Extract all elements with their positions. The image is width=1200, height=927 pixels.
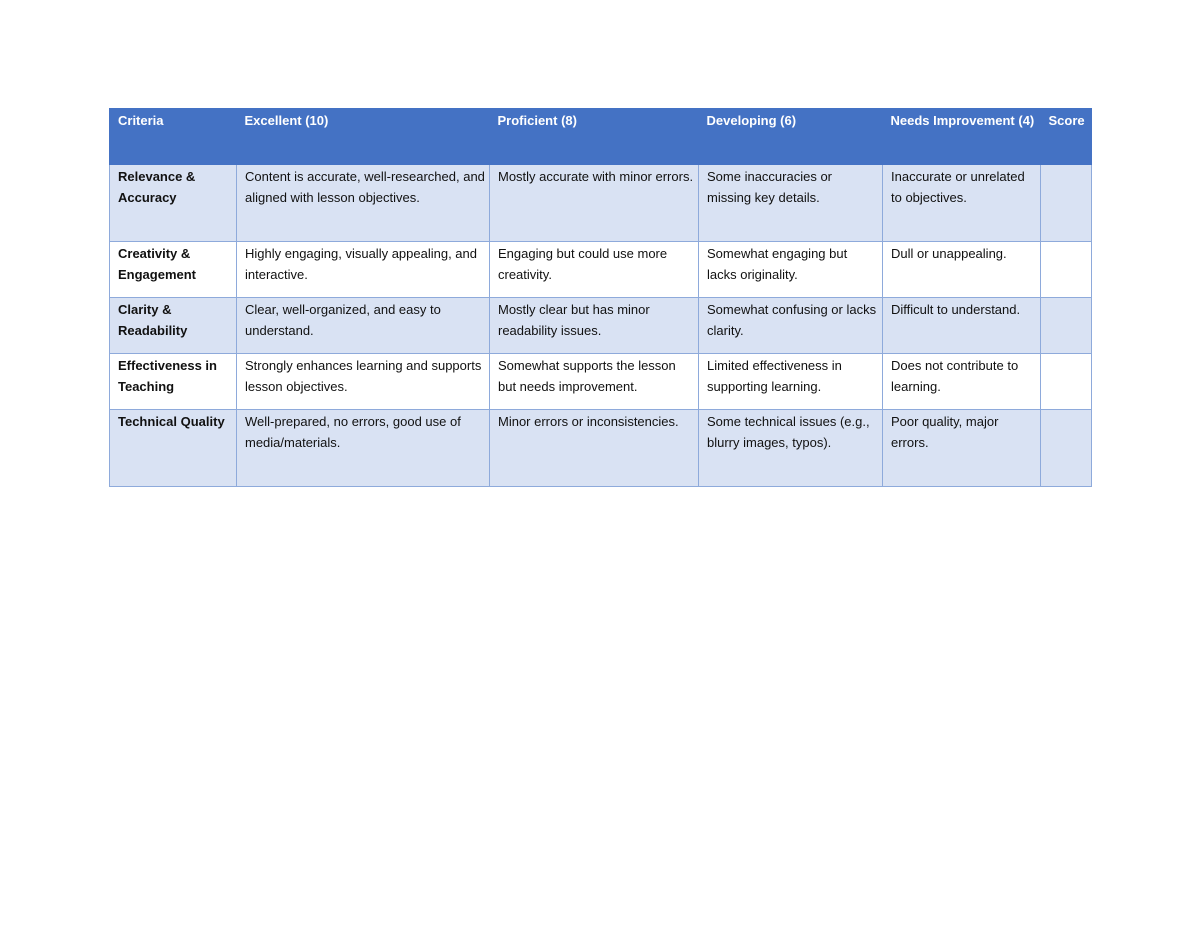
needs-improvement-cell: Dull or unappealing. <box>883 242 1041 298</box>
score-cell[interactable] <box>1041 298 1092 354</box>
excellent-cell: Clear, well-organized, and easy to understand. <box>237 298 490 354</box>
header-excellent: Excellent (10) <box>237 109 490 165</box>
table-row <box>110 354 1092 410</box>
excellent-cell: Content is accurate, well-researched, and aligned with lesson objectives. <box>237 165 490 242</box>
excellent-cell: Well-prepared, no errors, good use of media/materials. <box>237 410 490 487</box>
rubric-header-row <box>110 109 1092 165</box>
needs-improvement-cell: Inaccurate or unrelated to objectives. <box>883 165 1041 242</box>
proficient-cell: Mostly clear but has minor readability issues. <box>490 298 699 354</box>
needs-improvement-cell: Poor quality, major errors. <box>883 410 1041 487</box>
table-row <box>110 410 1092 487</box>
developing-cell: Somewhat engaging but lacks originality. <box>699 242 883 298</box>
header-needs-improvement: Needs Improvement (4) <box>883 109 1041 165</box>
criteria-cell: Clarity & Readability <box>110 298 237 354</box>
developing-cell: Somewhat confusing or lacks clarity. <box>699 298 883 354</box>
score-cell[interactable] <box>1041 410 1092 487</box>
developing-cell: Limited effectiveness in supporting learning. <box>699 354 883 410</box>
score-cell[interactable] <box>1041 165 1092 242</box>
header-proficient: Proficient (8) <box>490 109 699 165</box>
header-score: Score <box>1041 109 1092 165</box>
table-row <box>110 242 1092 298</box>
criteria-cell: Technical Quality <box>110 410 237 487</box>
developing-cell: Some technical issues (e.g., blurry images, typos). <box>699 410 883 487</box>
excellent-cell: Highly engaging, visually appealing, and interactive. <box>237 242 490 298</box>
table-row <box>110 165 1092 242</box>
proficient-cell: Minor errors or inconsistencies. <box>490 410 699 487</box>
excellent-cell: Strongly enhances learning and supports lesson objectives. <box>237 354 490 410</box>
header-developing: Developing (6) <box>699 109 883 165</box>
proficient-cell: Mostly accurate with minor errors. <box>490 165 699 242</box>
score-cell[interactable] <box>1041 354 1092 410</box>
score-cell[interactable] <box>1041 242 1092 298</box>
criteria-cell: Effectiveness in Teaching <box>110 354 237 410</box>
criteria-cell: Creativity & Engagement <box>110 242 237 298</box>
proficient-cell: Somewhat supports the lesson but needs improvement. <box>490 354 699 410</box>
proficient-cell: Engaging but could use more creativity. <box>490 242 699 298</box>
developing-cell: Some inaccuracies or missing key details. <box>699 165 883 242</box>
header-criteria: Criteria <box>110 109 237 165</box>
criteria-cell: Relevance & Accuracy <box>110 165 237 242</box>
table-row <box>110 298 1092 354</box>
needs-improvement-cell: Does not contribute to learning. <box>883 354 1041 410</box>
needs-improvement-cell: Difficult to understand. <box>883 298 1041 354</box>
rubric-table <box>109 108 1092 487</box>
